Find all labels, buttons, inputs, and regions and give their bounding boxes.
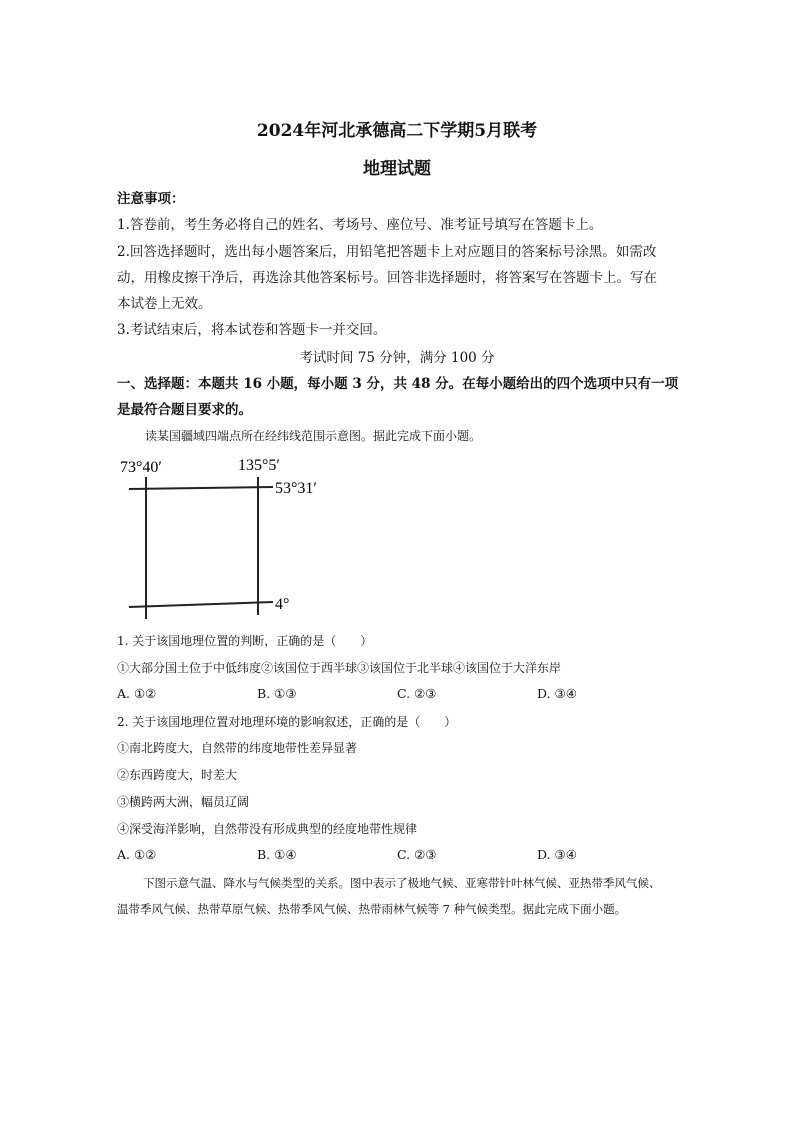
q2-statement-3: ③横跨两大洲，幅员辽阔 <box>117 795 250 809</box>
north-latitude-label: 53°31′ <box>275 480 317 497</box>
q2-option-b[interactable]: B. ①④ <box>257 847 297 862</box>
q2-statement-1: ①南北跨度大，自然带的纬度地带性差异显著 <box>117 741 358 755</box>
notice-heading: 注意事项： <box>117 191 185 207</box>
west-longitude-label: 73°40′ <box>120 459 162 476</box>
page-title: 2024年河北承德高二下学期5月联考 <box>256 121 538 141</box>
q1-stem: 1. 关于该国地理位置的判断，正确的是（ ） <box>117 634 373 648</box>
q1-option-b[interactable]: B. ①③ <box>257 686 297 701</box>
latitude-longitude-diagram <box>115 452 375 622</box>
q2-option-c[interactable]: C. ②③ <box>397 847 437 862</box>
section-heading-line-2: 是最符合题目要求的。 <box>117 402 252 418</box>
q2-option-d[interactable]: D. ③④ <box>537 847 577 862</box>
next-intro-line-2: 温带季风气候、热带草原气候、热带季风气候、热带雨林气候等 7 种气候类型。据此完成下面小题。 <box>117 902 627 916</box>
south-latitude-label: 4° <box>275 596 290 613</box>
q2-statement-2: ②东西跨度大，时差大 <box>117 768 238 782</box>
question-intro: 读某国疆域四端点所在经纬线范围示意图。据此完成下面小题。 <box>145 429 482 443</box>
south-latitude-line <box>129 602 273 607</box>
notice-item-2-line-2: 动，用橡皮擦干净后，再选涂其他答案标号。回答非选择题时，将答案写在答题卡上。写在 <box>117 270 657 286</box>
q2-stem: 2. 关于该国地理位置对地理环境的影响叙述，正确的是（ ） <box>117 715 457 729</box>
notice-item-2-line-3: 本试卷上无效。 <box>117 296 212 312</box>
q1-option-d[interactable]: D. ③④ <box>537 686 577 701</box>
next-intro-line-1: 下图示意气温、降水与气候类型的关系。图中表示了极地气候、亚寒带针叶林气候、亚热带季风气候、 <box>143 876 661 890</box>
q2-statement-4: ④深受海洋影响，自然带没有形成典型的经度地带性规律 <box>117 822 418 836</box>
notice-item-3: 3.考试结束后，将本试卷和答题卡一并交回。 <box>117 322 387 338</box>
notice-item-1: 1.答卷前，考生务必将自己的姓名、考场号、座位号、准考证号填写在答题卡上。 <box>117 217 603 233</box>
north-latitude-line <box>129 487 273 489</box>
notice-item-2-line-1: 2.回答选择题时，选出每小题答案后，用铅笔把答题卡上对应题目的答案标号涂黑。如需改 <box>117 244 657 260</box>
q1-statements: ①大部分国土位于中低纬度②该国位于西半球③该国位于北半球④该国位于大洋东岸 <box>117 661 562 675</box>
q1-option-a[interactable]: A. ①② <box>117 686 157 701</box>
section-heading-line-1: 一、选择题：本题共 16 小题，每小题 3 分，共 48 分。在每小题给出的四个选项中只有一项 <box>117 376 679 392</box>
exam-info: 考试时间 75 分钟，满分 100 分 <box>299 350 495 366</box>
page-subtitle: 地理试题 <box>363 159 431 179</box>
q1-option-c[interactable]: C. ②③ <box>397 686 437 701</box>
east-longitude-label: 135°5′ <box>238 457 280 474</box>
q2-option-a[interactable]: A. ①② <box>117 847 157 862</box>
